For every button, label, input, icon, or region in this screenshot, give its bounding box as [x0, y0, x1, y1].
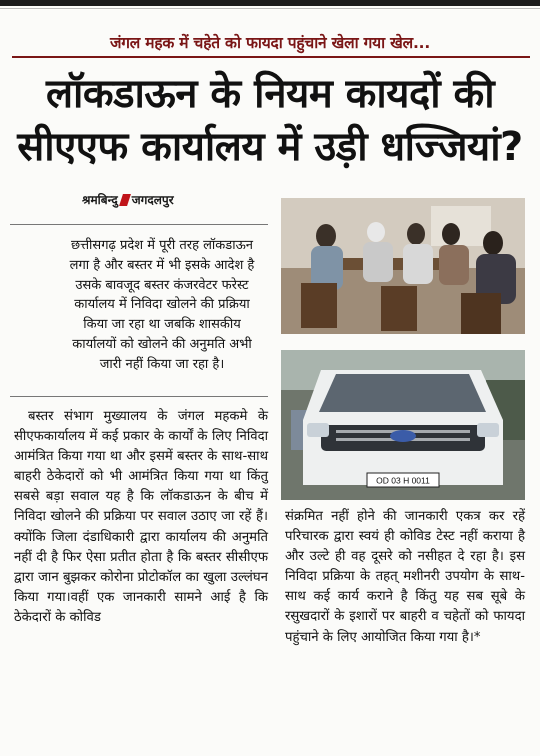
white-suv-photo: [281, 350, 525, 500]
next-headline-cropped: [0, 742, 540, 756]
byline-author: श्रमबिन्दु: [82, 193, 118, 207]
kicker-underline: [12, 56, 530, 58]
byline-slash: [119, 194, 131, 206]
headline-line-2: सीएएफ कार्यालय में उड़ी धज्जियां?: [17, 124, 523, 170]
license-plate-text: OD 03 H 0011: [376, 475, 430, 486]
summary-top-rule: [10, 224, 268, 225]
article-column-1: बस्तर संभाग मुख्यालय के जंगल महकमे के सीएफकार्यालय में कई प्रकार के कार्यों के लिए निविदा आमंत्रित किया गया था और इसमें बस्तर के साथ-साथ बाहरी ठेकेदारों को भी आमंत्रित किया गया था किंतु सबसे बड़ा सवाल यह है कि लॉकडाऊन के बीच में निविदा खोलने की प्रक्रिया पर सवाल उठाए जा रहें हैं। क्योंकि जिला दंडाधिकारी द्वारा कार्यालय की अनुमति नहीं दी है फिर ऐसा प्रतीत होता है कि बस्तर सीसीएफ द्वारा जान बुझकर कोरोना प्रोटोकॉल का खुला उल्लंघन किया गया।वहीं एक जानकारी सामने आई है कि ठेकेदारों के कोविड: [14, 409, 268, 625]
headline-line-1: लॉकडाऊन के नियम कायदों की: [45, 71, 495, 117]
top-border-thin: [0, 8, 540, 9]
office-meeting-photo: [281, 198, 525, 334]
article-column-2: संक्रमित नहीं होने की जानकारी एकत्र कर रहें परिचारक द्वारा स्वयं ही कोविड टेस्ट नहीं कराया है और उल्टे ही वह दूसरे को नसीहत दे रहा है। इस निविदा प्रक्रिया के तहत् मशीनरी उपयोग के साथ-साथ कई कार्य कराने है किंतु यह सब सूबे के रसुखदारों के इशारों पर बाहरी व चहेतों को फायदा पहुंचाने के लिए आयोजित किया गया है।*: [285, 509, 525, 645]
top-border: [0, 0, 540, 6]
summary-bottom-rule: [10, 396, 268, 397]
kicker-line: जंगल महक में चहेते को फायदा पहुंचाने खेला गया खेल...: [109, 34, 431, 52]
byline: [82, 191, 174, 208]
summary-box: छत्तीसगढ़ प्रदेश में पूरी तरह लॉकडाऊन लगा है और बस्तर में भी इसके आदेश है उसके बावजूद बस्तर कंजरवेटर फरेस्ट कार्यालय में निविदा खोलने की प्रक्रिया किया जा रहा था जबकि शासकीय कार्यालयों को खोलने की अनुमति अभी जारी नहीं किया जा रहा है।: [69, 238, 255, 372]
byline-place: जगदलपुर: [131, 193, 174, 207]
